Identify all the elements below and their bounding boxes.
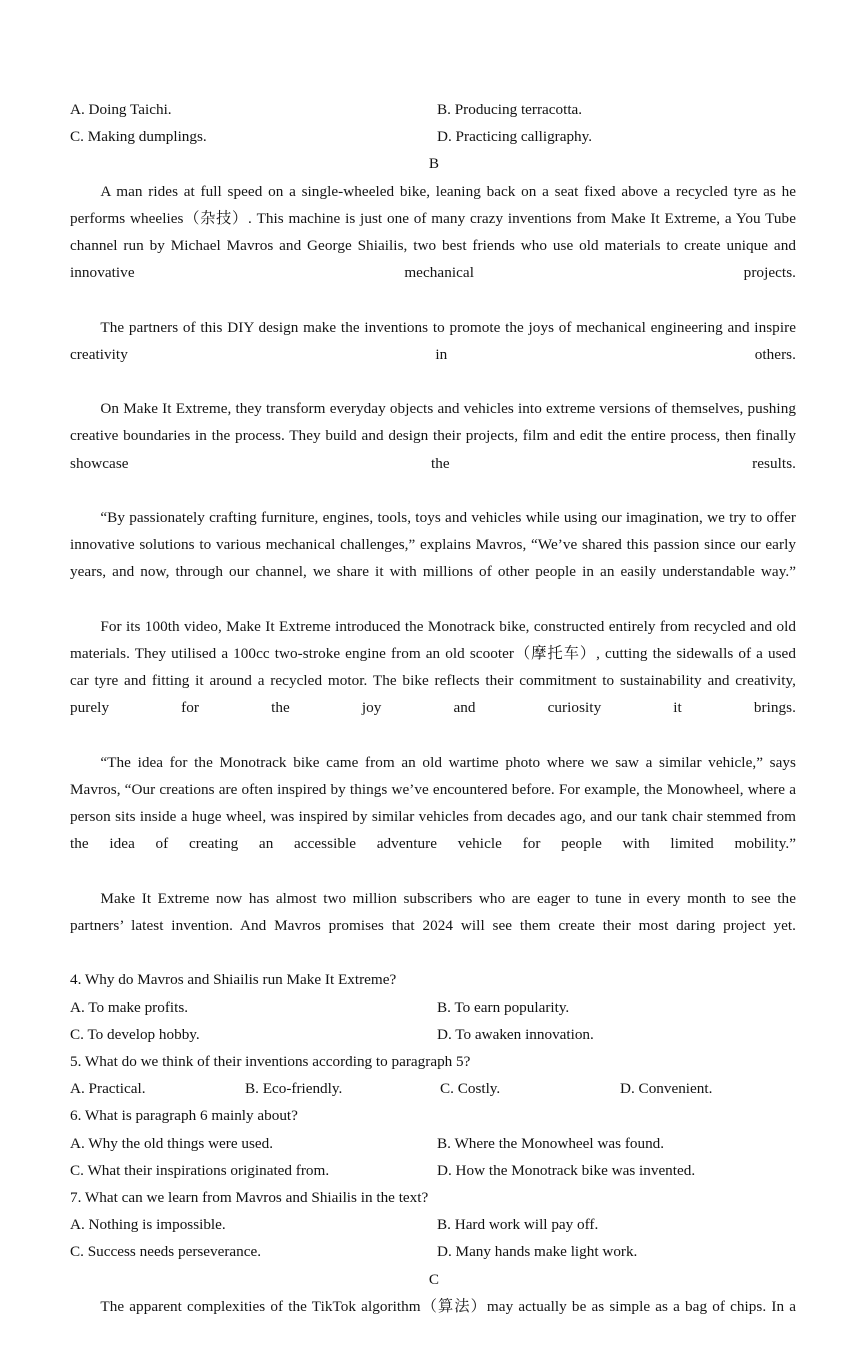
passage-paragraph-5: For its 100th video, Make It Extreme introduced the Monotrack bike, constructed entirely from recycled and old materials. They utilised a 100cc two-stroke engine from an old scooter（摩托车）, cutting the sidewalls of a used car tyre and fitting it around a recycled motor. The bike reflects their commitment to sustainability and creativity, purely for the joy and curiosity it brings. bbox=[70, 617, 796, 717]
question-7-options-row-2 bbox=[70, 1238, 796, 1265]
question-7-options-row-1 bbox=[70, 1211, 796, 1238]
question-7-option-c[interactable]: C. Success needs perseverance. bbox=[70, 1243, 262, 1261]
option-d[interactable]: D. Practicing calligraphy. bbox=[437, 128, 593, 146]
question-4-option-d[interactable]: D. To awaken innovation. bbox=[437, 1025, 594, 1043]
question-5-stem: 5. What do we think of their inventions according to paragraph 5? bbox=[70, 1053, 471, 1071]
question-6-option-a[interactable]: A. Why the old things were used. bbox=[70, 1134, 274, 1152]
question-5-option-c[interactable]: C. Costly. bbox=[440, 1080, 501, 1098]
question-6-stem: 6. What is paragraph 6 mainly about? bbox=[70, 1107, 298, 1125]
question-6-options-row-1 bbox=[70, 1130, 796, 1157]
question-5-option-d[interactable]: D. Convenient. bbox=[620, 1080, 713, 1098]
question-7-option-a[interactable]: A. Nothing is impossible. bbox=[70, 1216, 226, 1234]
question-6-option-c[interactable]: C. What their inspirations originated from. bbox=[70, 1161, 330, 1179]
question-4-options-row-2 bbox=[70, 1021, 796, 1048]
question3-options-row-1 bbox=[70, 96, 796, 123]
section-marker-c: C bbox=[428, 1270, 440, 1288]
section-marker-b: B bbox=[428, 155, 440, 173]
question-4-stem: 4. Why do Mavros and Shiailis run Make It Extreme? bbox=[70, 971, 397, 989]
question-5-option-a[interactable]: A. Practical. bbox=[70, 1080, 146, 1098]
passage-paragraph-2: The partners of this DIY design make the inventions to promote the joys of mechanical engineering and inspire creativity in others. bbox=[70, 318, 796, 363]
passage-paragraph-1: A man rides at full speed on a single-wheeled bike, leaning back on a seat fixed above a recycled tyre as he performs wheelies（杂技）. This machine is just one of many crazy inventions from Make It Extreme, a You Tube channel run by Michael Mavros and George Shiailis, two best friends who use old materials to create unique and innovative mechanical projects. bbox=[70, 182, 796, 282]
question-6-option-d[interactable]: D. How the Monotrack bike was invented. bbox=[437, 1161, 696, 1179]
question-4-options-row-1 bbox=[70, 994, 796, 1021]
passage-paragraph-6: “The idea for the Monotrack bike came from an old wartime photo where we saw a similar vehicle,” says Mavros, “Our creations are often inspired by things we’ve encountered before. For example, the Monowheel, where a person sits inside a huge wheel, was inspired by similar vehicles from decades ago, and our tank chair stemmed from the idea of creating an accessible adventure vehicle for people with limited mobility.” bbox=[70, 753, 796, 853]
passage-paragraph-4: “By passionately crafting furniture, engines, tools, toys and vehicles while using our imagination, we try to offer innovative solutions to various mechanical challenges,” explains Mavros, “We’ve shared this passion since our early years, and now, through our channel, we share it with millions of other people in an easily understandable way.” bbox=[70, 509, 796, 581]
option-b[interactable]: B. Producing terracotta. bbox=[437, 101, 583, 118]
question-7-stem: 7. What can we learn from Mavros and Shiailis in the text? bbox=[70, 1189, 429, 1207]
question-6-option-b[interactable]: B. Where the Monowheel was found. bbox=[437, 1134, 665, 1152]
question-5-options-row-1 bbox=[70, 1075, 796, 1102]
page-content bbox=[70, 96, 796, 1347]
section-c-paragraph-1: The apparent complexities of the TikTok algorithm（算法）may actually be as simple as a bag of chips. In a bbox=[100, 1297, 796, 1315]
option-a[interactable]: A. Doing Taichi. bbox=[70, 101, 172, 118]
question-7-option-d[interactable]: D. Many hands make light work. bbox=[437, 1243, 638, 1261]
question-4-option-a[interactable]: A. To make profits. bbox=[70, 998, 189, 1016]
question-4-option-b[interactable]: B. To earn popularity. bbox=[437, 998, 570, 1016]
question-7-option-b[interactable]: B. Hard work will pay off. bbox=[437, 1216, 599, 1234]
passage-paragraph-7: Make It Extreme now has almost two million subscribers who are eager to tune in every month to see the partners’ latest invention. And Mavros promises that 2024 will see them create their most daring project yet. bbox=[70, 889, 796, 935]
option-c[interactable]: C. Making dumplings. bbox=[70, 128, 207, 146]
passage-paragraph-3: On Make It Extreme, they transform everyday objects and vehicles into extreme versions of themselves, pushing creative boundaries in the process. They build and design their projects, film and edit the entire process, then finally showcase the results. bbox=[70, 400, 796, 472]
question3-options-row-2 bbox=[70, 123, 796, 150]
question-5-option-b[interactable]: B. Eco-friendly. bbox=[245, 1080, 343, 1098]
question-6-options-row-2 bbox=[70, 1157, 796, 1184]
question-4-option-c[interactable]: C. To develop hobby. bbox=[70, 1025, 200, 1043]
